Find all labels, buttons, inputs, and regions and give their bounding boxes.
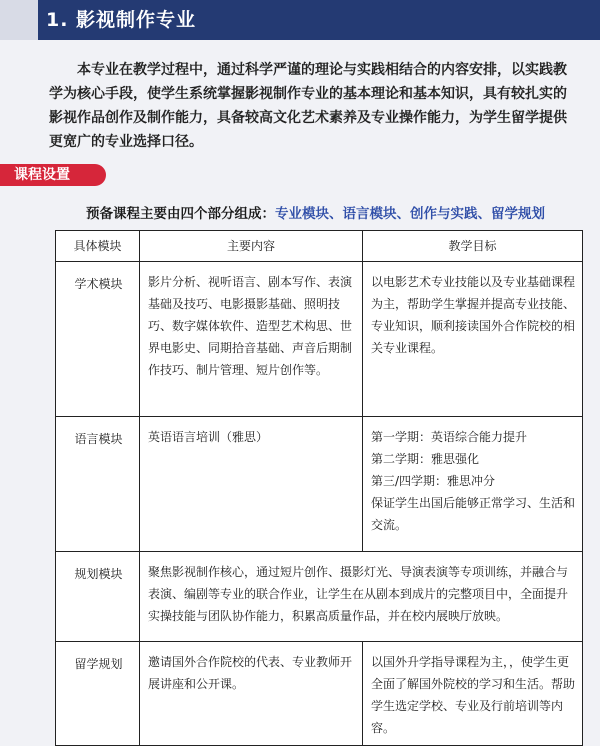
- header-goal: 教学目标: [363, 231, 583, 262]
- summary-prefix: 预备课程主要由四个部分组成：: [86, 206, 275, 222]
- goal-cell: 以电影艺术专业技能以及专业基础课程为主，帮助学生掌握并提高专业技能、专业知识，顺利接读国外合作院校的相关专业课程。: [363, 262, 583, 417]
- content-cell: 英语语言培训（雅思）: [140, 417, 363, 552]
- section-title: 1. 影视制作专业: [46, 9, 197, 31]
- content-cell: 邀请国外合作院校的代表、专业教师开展讲座和公开课。: [140, 642, 363, 746]
- intro-paragraph: 本专业在教学过程中，通过科学严谨的理论与实践相结合的内容安排，以实践教学为核心手段，使学生系统掌握影视制作专业的基本理论和基本知识，具有较扎实的影视作品创作及制作能力，具备较高文化艺术素养及专业操作能力，为学生留学提供更宽广的专业选择口径。: [49, 62, 567, 150]
- module-cell: 学术模块: [56, 262, 140, 417]
- table-header-row: [56, 231, 583, 262]
- goal-line: 第一学期：英语综合能力提升: [371, 430, 528, 444]
- module-cell: 规划模块: [56, 552, 140, 642]
- table-row: [56, 262, 583, 417]
- module-cell: 留学规划: [56, 642, 140, 746]
- intro-text: [49, 58, 579, 154]
- header-accent-tab: [0, 0, 38, 40]
- goal-line: 第二学期：雅思强化: [371, 452, 480, 466]
- content-cell: 影片分析、视听语言、剧本写作、表演基础及技巧、电影摄影基础、照明技巧、数字媒体软件、造型艺术构思、世界电影史、同期拾音基础、声音后期制作技巧、制片管理、短片创作等。: [140, 262, 363, 417]
- section-tag: 课程设置: [0, 164, 106, 186]
- table-row: [56, 552, 583, 642]
- goal-line: 第三/四学期：雅思冲分: [371, 474, 496, 488]
- summary-highlight: 专业模块、语言模块、创作与实践、留学规划: [275, 206, 545, 222]
- section-header: [0, 0, 600, 40]
- table-row: [56, 417, 583, 552]
- goal-cell: 以国外升学指导课程为主，，使学生更全面了解国外院校的学习和生活。帮助学生选定学校、专业及行前培训等内容。: [363, 642, 583, 746]
- goal-cell: [363, 417, 583, 552]
- module-cell: 语言模块: [56, 417, 140, 552]
- curriculum-summary: [86, 202, 545, 222]
- merged-content-cell: 聚焦影视制作核心，通过短片创作、摄影灯光、导演表演等专项训练，并融合与表演、编剧等专业的联合作业，让学生在从剧本到成片的完整项目中，全面提升实操技能与团队协作能力，积累高质量作品，并在校内展映厅放映。: [140, 552, 583, 642]
- header-module: 具体模块: [56, 231, 140, 262]
- table-row: [56, 642, 583, 746]
- header-content: 主要内容: [140, 231, 363, 262]
- curriculum-table: [55, 230, 583, 746]
- goal-line: 保证学生出国后能够正常学习、生活和交流。: [371, 496, 576, 532]
